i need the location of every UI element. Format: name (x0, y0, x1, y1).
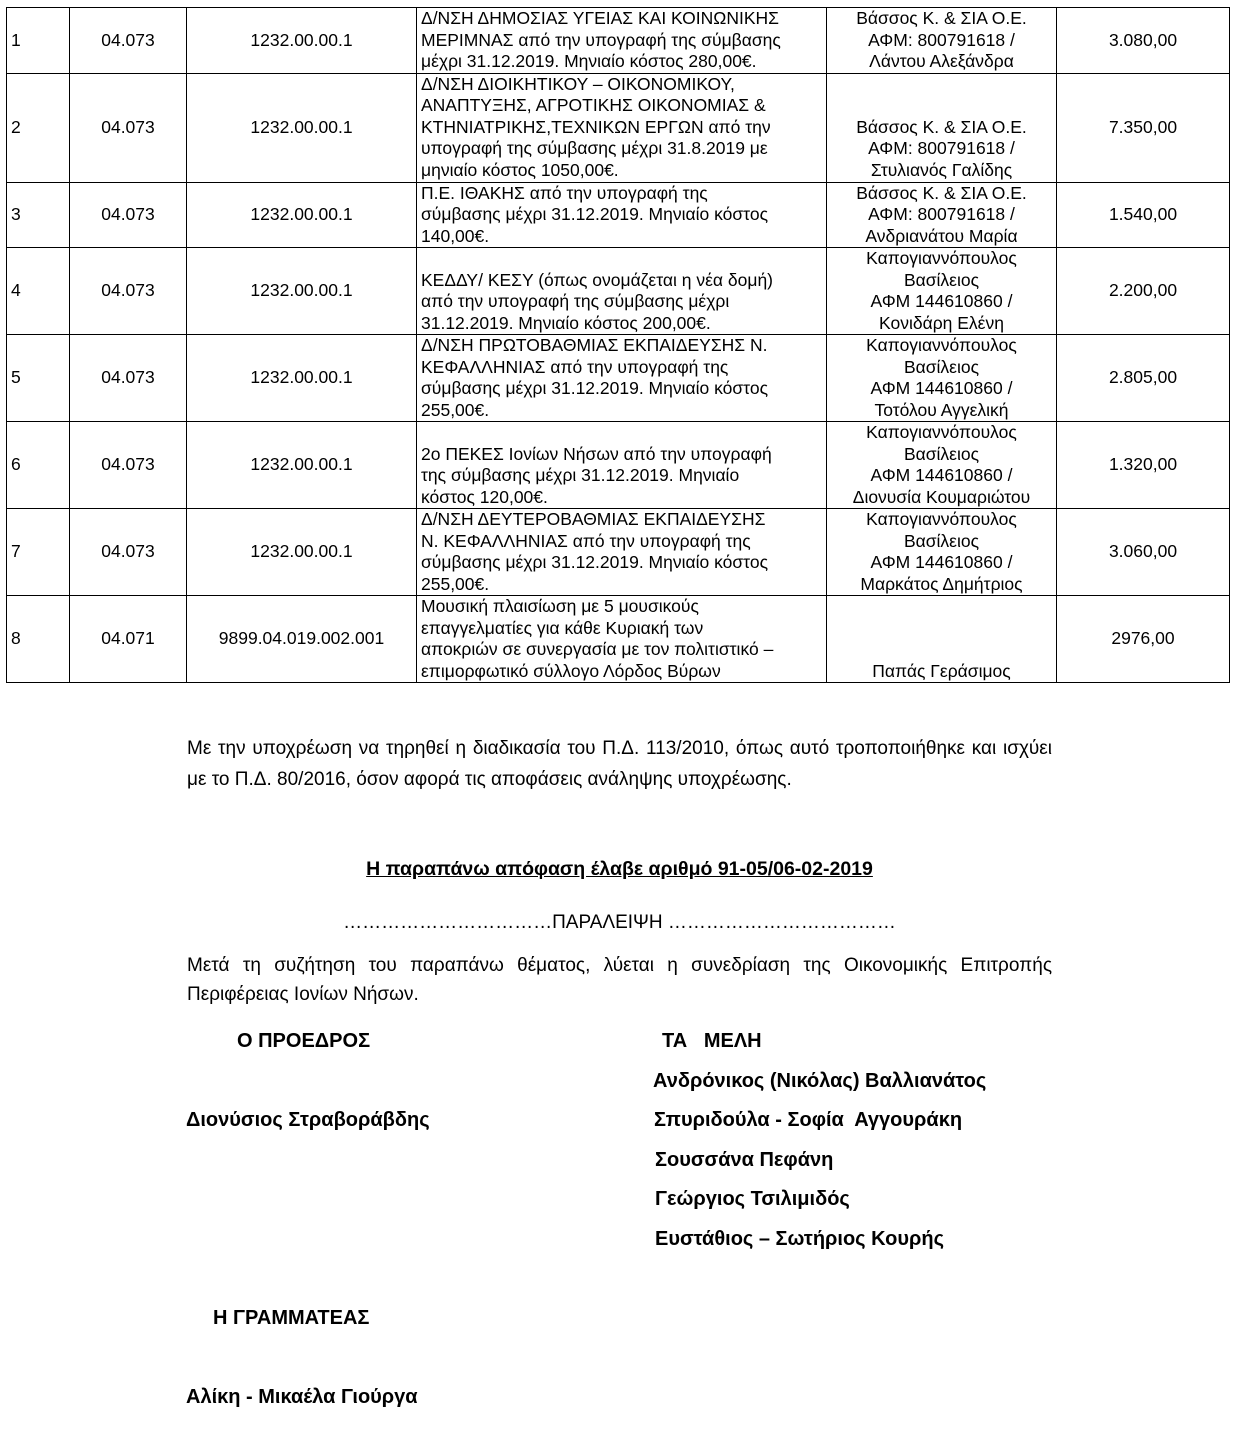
vendor-cell (827, 509, 1057, 596)
budget-code: 1232.00.00.1 (187, 335, 417, 422)
table-row (7, 182, 1230, 248)
vendor-line: ΑΦΜ 144610860 / (870, 378, 1013, 398)
description-cell (417, 509, 827, 596)
secretary-title: Η ΓΡΑΜΜΑΤΕΑΣ (213, 1307, 370, 1329)
description-line: κόστος 120,00€. (421, 486, 548, 507)
budget-code: 1232.00.00.1 (187, 422, 417, 509)
member-name: Ανδρόνικος (Νικόλας) Βαλλιανάτος (653, 1070, 987, 1092)
description-line (421, 422, 822, 444)
vendor-line (831, 618, 1052, 640)
description-line: 31.12.2019. Μηνιαίο κόστος 200,00€. (421, 312, 711, 333)
description-line: μέχρι 31.12.2019. Μηνιαίο κόστος 280,00€. (421, 51, 757, 71)
description-line: Δ/ΝΣΗ ΔΕΥΤΕΡΟΒΑΘΜΙΑΣ ΕΚΠΑΙΔΕΥΣΗΣ (421, 509, 766, 529)
vendor-line: Λάντου Αλεξάνδρα (869, 51, 1014, 71)
member-name: Σπυριδούλα - Σοφία Αγγουράκη (654, 1109, 963, 1131)
cost-center-code: 04.073 (70, 335, 187, 422)
vendor-cell (827, 8, 1057, 74)
members-title: ΤΑ ΜΕΛΗ (662, 1030, 762, 1052)
president-title: Ο ΠΡΟΕΔΡΟΣ (237, 1030, 371, 1052)
description-cell (417, 422, 827, 509)
cost-center-code: 04.073 (70, 248, 187, 335)
row-number: 1 (7, 8, 70, 74)
vendor-cell (827, 73, 1057, 182)
president-name: Διονύσιος Στραβοράβδης (186, 1109, 430, 1131)
closing-paragraph: Μετά τη συζήτηση του παραπάνω θέματος, λύεται η συνεδρίαση της Οικονομικής Επιτροπής Περιφέρειας Ιονίων Νήσων. (187, 955, 1052, 1005)
table-row (7, 73, 1230, 182)
vendor-cell (827, 335, 1057, 422)
vendor-cell (827, 422, 1057, 509)
amount: 2976,00 (1057, 596, 1230, 683)
description-line: μηνιαίο κόστος 1050,00€. (421, 159, 619, 180)
vendor-line: ΑΦΜ 144610860 / (870, 291, 1013, 311)
description-line: 140,00€. (421, 225, 490, 246)
table-row (7, 248, 1230, 335)
description-line: Μουσική πλαισίωση με 5 μουσικούς (421, 596, 699, 616)
budget-code: 1232.00.00.1 (187, 73, 417, 182)
row-number: 5 (7, 335, 70, 422)
table-row (7, 335, 1230, 422)
description-line: της σύμβασης μέχρι 31.12.2019. Μηνιαίο (421, 465, 740, 485)
description-line: Δ/ΝΣΗ ΔΙΟΙΚΗΤΙΚΟΥ – ΟΙΚΟΝΟΜΙΚΟΥ, (421, 73, 735, 94)
member-name: Σουσσάνα Πεφάνη (655, 1149, 834, 1171)
cost-center-code: 04.073 (70, 182, 187, 248)
row-number: 3 (7, 182, 70, 248)
budget-code: 1232.00.00.1 (187, 8, 417, 74)
secretary-name: Αλίκη - Μικαέλα Γιούργα (186, 1386, 418, 1408)
budget-code: 9899.04.019.002.001 (187, 596, 417, 683)
budget-code: 1232.00.00.1 (187, 509, 417, 596)
amount: 1.320,00 (1057, 422, 1230, 509)
vendor-line: Βασίλειος (903, 443, 980, 464)
description-line: Δ/ΝΣΗ ΠΡΩΤΟΒΑΘΜΙΑΣ ΕΚΠΑΙΔΕΥΣΗΣ Ν. (421, 335, 768, 355)
budget-code: 1232.00.00.1 (187, 248, 417, 335)
vendor-line: Καπογιαννόπουλος (866, 509, 1017, 529)
description-line: υπογραφή της σύμβασης μέχρι 31.8.2019 με (421, 138, 768, 159)
amount: 3.080,00 (1057, 8, 1230, 74)
amount: 3.060,00 (1057, 509, 1230, 596)
vendor-line: Βάσσος Κ. & ΣΙΑ Ο.Ε. (856, 116, 1027, 137)
vendor-line: ΑΦΜ 144610860 / (870, 552, 1013, 572)
vendor-line: Βάσσος Κ. & ΣΙΑ Ο.Ε. (856, 8, 1027, 28)
vendor-line: Βασίλειος (903, 269, 980, 290)
vendor-line: ΑΦΜ 144610860 / (870, 465, 1013, 485)
cost-center-code: 04.071 (70, 596, 187, 683)
description-cell (417, 73, 827, 182)
vendor-cell (827, 182, 1057, 248)
description-cell (417, 182, 827, 248)
row-number: 7 (7, 509, 70, 596)
omission-marker: ……………………………ΠΑΡΑΛΕΙΨΗ ……………………………… (343, 912, 896, 933)
vendor-line: Μαρκάτος Δημήτριος (860, 573, 1023, 594)
vendor-line: Καπογιαννόπουλος (866, 248, 1017, 268)
vendor-line: ΑΦΜ: 800791618 / (868, 29, 1015, 50)
vendor-cell (827, 248, 1057, 335)
description-line: ΜΕΡΙΜΝΑΣ από την υπογραφή της σύμβασης (421, 29, 781, 50)
cost-center-code: 04.073 (70, 422, 187, 509)
description-line: ΑΝΑΠΤΥΞΗΣ, ΑΓΡΟΤΙΚΗΣ ΟΙΚΟΝΟΜΙΑΣ & (421, 95, 766, 116)
amount: 2.200,00 (1057, 248, 1230, 335)
vendor-line: Βασίλειος (903, 356, 980, 377)
description-line: σύμβασης μέχρι 31.12.2019. Μηνιαίο κόστος (421, 552, 769, 572)
vendor-line: ΑΦΜ: 800791618 / (868, 204, 1015, 224)
commitments-table (6, 7, 1230, 683)
vendor-line: Καπογιαννόπουλος (866, 335, 1017, 355)
description-line: Π.Ε. ΙΘΑΚΗΣ από την υπογραφή της (421, 182, 708, 203)
member-name: Γεώργιος Τσιλιμιδός (655, 1188, 850, 1210)
description-line: 255,00€. (421, 399, 490, 420)
description-line: επιμορφωτικό σύλλογο Λόρδος Βύρων (421, 660, 721, 681)
table-row (7, 8, 1230, 74)
description-line: 2ο ΠΕΚΕΣ Ιονίων Νήσων από την υπογραφή (421, 443, 772, 464)
description-line: Ν. ΚΕΦΑΛΛΗΝΙΑΣ από την υπογραφή της (421, 530, 751, 551)
cost-center-code: 04.073 (70, 73, 187, 182)
table-row (7, 509, 1230, 596)
description-line (421, 248, 822, 270)
description-line: Δ/ΝΣΗ ΔΗΜΟΣΙΑΣ ΥΓΕΙΑΣ ΚΑΙ ΚΟΙΝΩΝΙΚΗΣ (421, 8, 779, 28)
row-number: 8 (7, 596, 70, 683)
description-line: επαγγελματίες για κάθε Κυριακή των (421, 617, 704, 638)
vendor-line: Διονυσία Κουμαριώτου (852, 486, 1031, 507)
cost-center-code: 04.073 (70, 8, 187, 74)
vendor-line: Ανδριανάτου Μαρία (865, 225, 1018, 246)
row-number: 6 (7, 422, 70, 509)
description-line: σύμβασης μέχρι 31.12.2019. Μηνιαίο κόστος (421, 204, 769, 224)
member-name: Ευστάθιος – Σωτήριος Κουρής (655, 1228, 944, 1250)
table-row (7, 422, 1230, 509)
vendor-cell (827, 596, 1057, 683)
vendor-line (831, 596, 1052, 618)
description-cell (417, 8, 827, 74)
amount: 2.805,00 (1057, 335, 1230, 422)
row-number: 2 (7, 73, 70, 182)
vendor-line: ΑΦΜ: 800791618 / (868, 138, 1015, 159)
row-number: 4 (7, 248, 70, 335)
cost-center-code: 04.073 (70, 509, 187, 596)
description-line: ΚΕΔΔΥ/ ΚΕΣΥ (όπως ονομάζεται η νέα δομή) (421, 269, 774, 290)
vendor-line: Βάσσος Κ. & ΣΙΑ Ο.Ε. (856, 182, 1027, 203)
description-line: 255,00€. (421, 573, 490, 594)
table-row (7, 596, 1230, 683)
description-cell (417, 596, 827, 683)
table-body (7, 8, 1230, 683)
vendor-line: Τοτόλου Αγγελική (874, 399, 1009, 420)
amount: 1.540,00 (1057, 182, 1230, 248)
vendor-line: Βασίλειος (903, 530, 980, 551)
budget-code: 1232.00.00.1 (187, 182, 417, 248)
description-cell (417, 335, 827, 422)
vendor-line: Παπάς Γεράσιμος (872, 660, 1011, 681)
vendor-line (831, 95, 1052, 117)
vendor-line: Στυλιανός Γαλίδης (870, 159, 1013, 180)
description-line: αποκριών σε συνεργασία με τον πολιτιστικό – (421, 639, 774, 659)
description-cell (417, 248, 827, 335)
description-line: ΚΤΗΝΙΑΤΡΙΚΗΣ,ΤΕΧΝΙΚΩΝ ΕΡΓΩΝ από την (421, 116, 771, 137)
amount: 7.350,00 (1057, 73, 1230, 182)
decision-number: Η παραπάνω απόφαση έλαβε αριθμό 91-05/06-02-2019 (366, 858, 873, 880)
description-line: σύμβασης μέχρι 31.12.2019. Μηνιαίο κόστος (421, 378, 769, 398)
description-line: από την υπογραφή της σύμβασης μέχρι (421, 291, 730, 311)
vendor-line (831, 639, 1052, 661)
vendor-line: Κονιδάρη Ελένη (879, 312, 1004, 333)
description-line: ΚΕΦΑΛΛΗΝΙΑΣ από την υπογραφή της (421, 356, 729, 377)
vendor-line: Καπογιαννόπουλος (866, 422, 1017, 442)
vendor-line (831, 74, 1052, 96)
obligation-paragraph: Με την υποχρέωση να τηρηθεί η διαδικασία του Π.Δ. 113/2010, όπως αυτό τροποποιήθηκε και ισχύει με το Π.Δ. 80/2016, όσον αφορά τις αποφάσεις ανάληψης υποχρέωσης. (187, 738, 1052, 790)
